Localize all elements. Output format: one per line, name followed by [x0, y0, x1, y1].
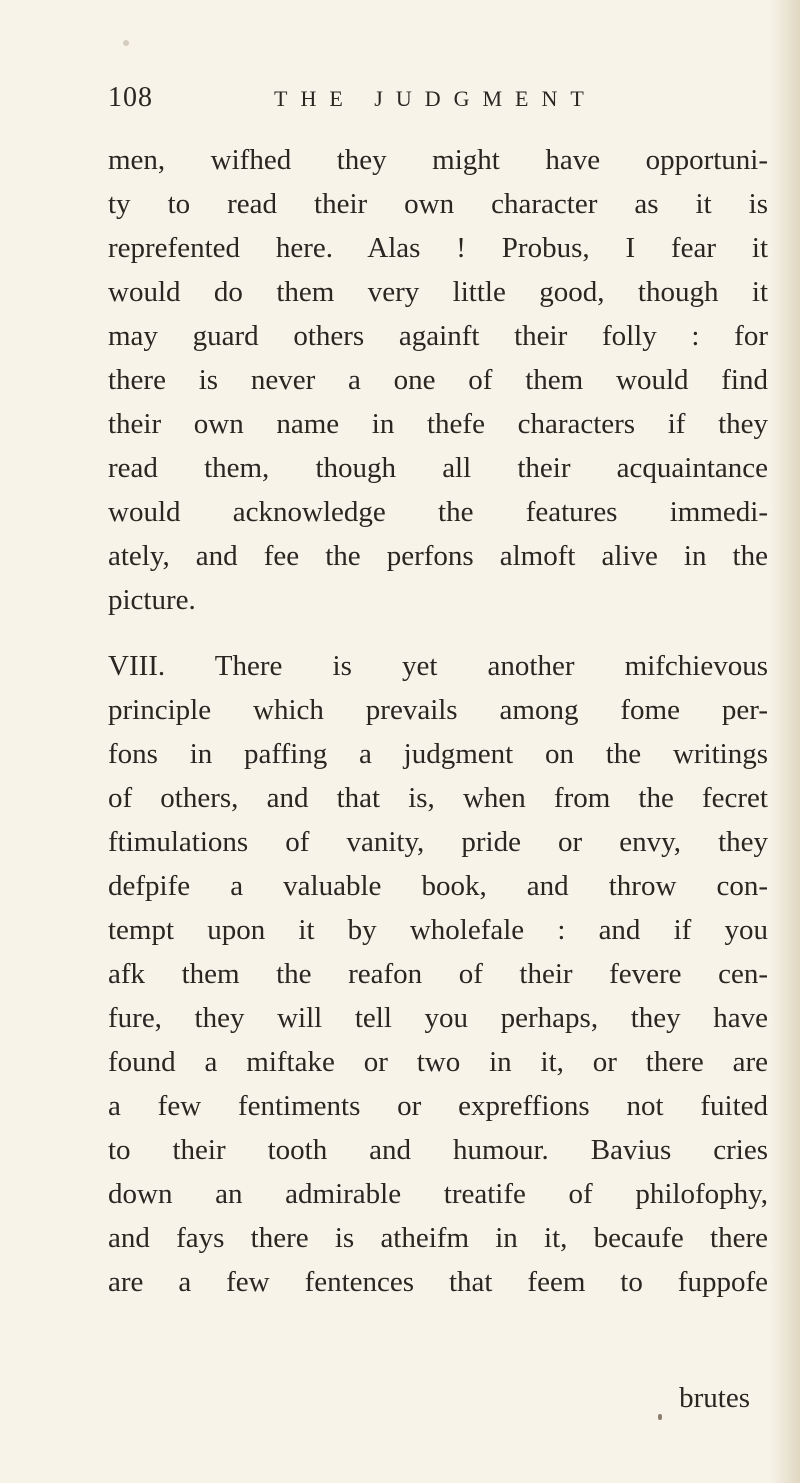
text-line: and fays there is atheifm in it, becaufe there — [108, 1222, 768, 1254]
text-line: are a few fentences that feem to fuppofe — [108, 1266, 768, 1298]
page-edge-shadow — [770, 0, 800, 1483]
text-line: of others, and that is, when from the fecret — [108, 782, 768, 814]
text-line: VIII. There is yet another mifchievous — [108, 650, 768, 682]
text-line: ately, and fee the perfons almoft alive in the — [108, 540, 768, 572]
text-line: would acknowledge the features immedi- — [108, 496, 768, 528]
text-line: ty to read their own character as it is — [108, 188, 768, 220]
text-line: read them, though all their acquaintance — [108, 452, 768, 484]
text-line: men, wifhed they might have opportuni- — [108, 144, 768, 176]
running-head: THE JUDGMENT — [274, 86, 597, 111]
text-line: would do them very little good, though it — [108, 276, 768, 308]
text-line: tempt upon it by wholefale : and if you — [108, 914, 768, 946]
page-header — [108, 82, 788, 122]
text-line: afk them the reafon of their fevere cen- — [108, 958, 768, 990]
text-line: reprefented here. Alas ! Probus, I fear it — [108, 232, 768, 264]
text-line: ftimulations of vanity, pride or envy, they — [108, 826, 768, 858]
text-line: a few fentiments or expreffions not fuited — [108, 1090, 768, 1122]
text-line: there is never a one of them would find — [108, 364, 768, 396]
text-line: defpife a valuable book, and throw con- — [108, 870, 768, 902]
text-line: picture. — [108, 584, 196, 616]
paragraph-gap — [108, 622, 768, 644]
text-line: fons in paffing a judgment on the writings — [108, 738, 768, 770]
text-line: may guard others againft their folly : for — [108, 320, 768, 352]
text-line: fure, they will tell you perhaps, they have — [108, 1002, 768, 1034]
paper-blemish — [123, 40, 129, 46]
text-line: to their tooth and humour. Bavius cries — [108, 1134, 768, 1166]
text-line: found a miftake or two in it, or there are — [108, 1046, 768, 1078]
paragraph-1 — [108, 138, 768, 622]
page-number: 108 — [108, 82, 153, 113]
paragraph-2 — [108, 644, 768, 1304]
catchword: brutes — [679, 1382, 750, 1414]
ink-speck — [658, 1414, 662, 1420]
text-line: principle which prevails among fome per- — [108, 694, 768, 726]
text-line: down an admirable treatife of philofophy, — [108, 1178, 768, 1210]
text-line: their own name in thefe characters if they — [108, 408, 768, 440]
body-text — [108, 138, 768, 1304]
